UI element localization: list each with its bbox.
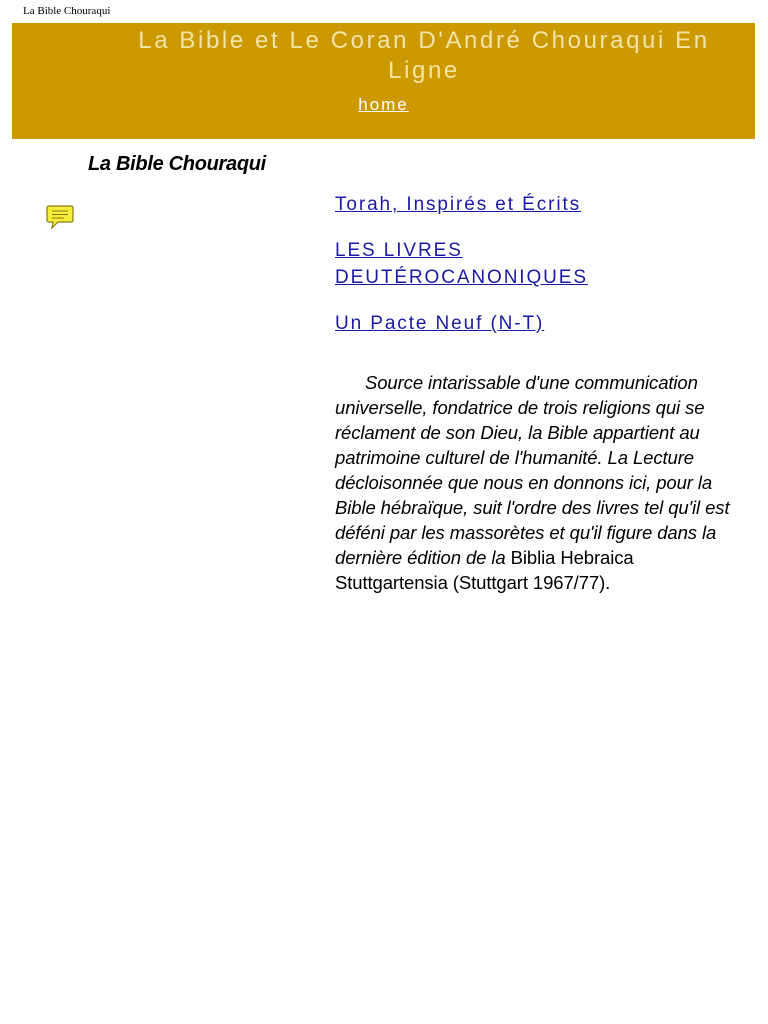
site-title: La Bible et Le Coran D'André Chouraqui En Ligne	[138, 27, 710, 84]
document-title: La Bible Chouraqui	[23, 5, 111, 17]
header-banner	[12, 23, 755, 139]
home-link[interactable]: home	[358, 95, 409, 114]
page-heading: La Bible Chouraqui	[88, 153, 266, 175]
intro-plain-text: Biblia Hebraica Stuttgartensia (Stuttgart 1967/77).	[335, 547, 634, 593]
speech-bubble-icon[interactable]	[46, 204, 74, 230]
link-pacte-neuf[interactable]: Un Pacte Neuf (N-T)	[335, 313, 545, 334]
link-torah[interactable]: Torah, Inspirés et Écrits	[335, 194, 582, 215]
intro-paragraph	[335, 370, 745, 595]
link-deuterocanoniques[interactable]: LES LIVRES DEUTÉROCANONIQUES	[335, 240, 588, 288]
intro-italic-text: Source intarissable d'une communication universelle, fondatrice de trois religions qui se réclament de son Dieu, la Bible appartient au patrimoine culturel de l'humanité. La Lecture décloisonnée que nous en donnons ici, pour la Bible hébraïque, suit l'ordre des livres tel qu'il est déféni par les massorètes et qu'il figure dans la dernière édition de la	[335, 372, 730, 568]
